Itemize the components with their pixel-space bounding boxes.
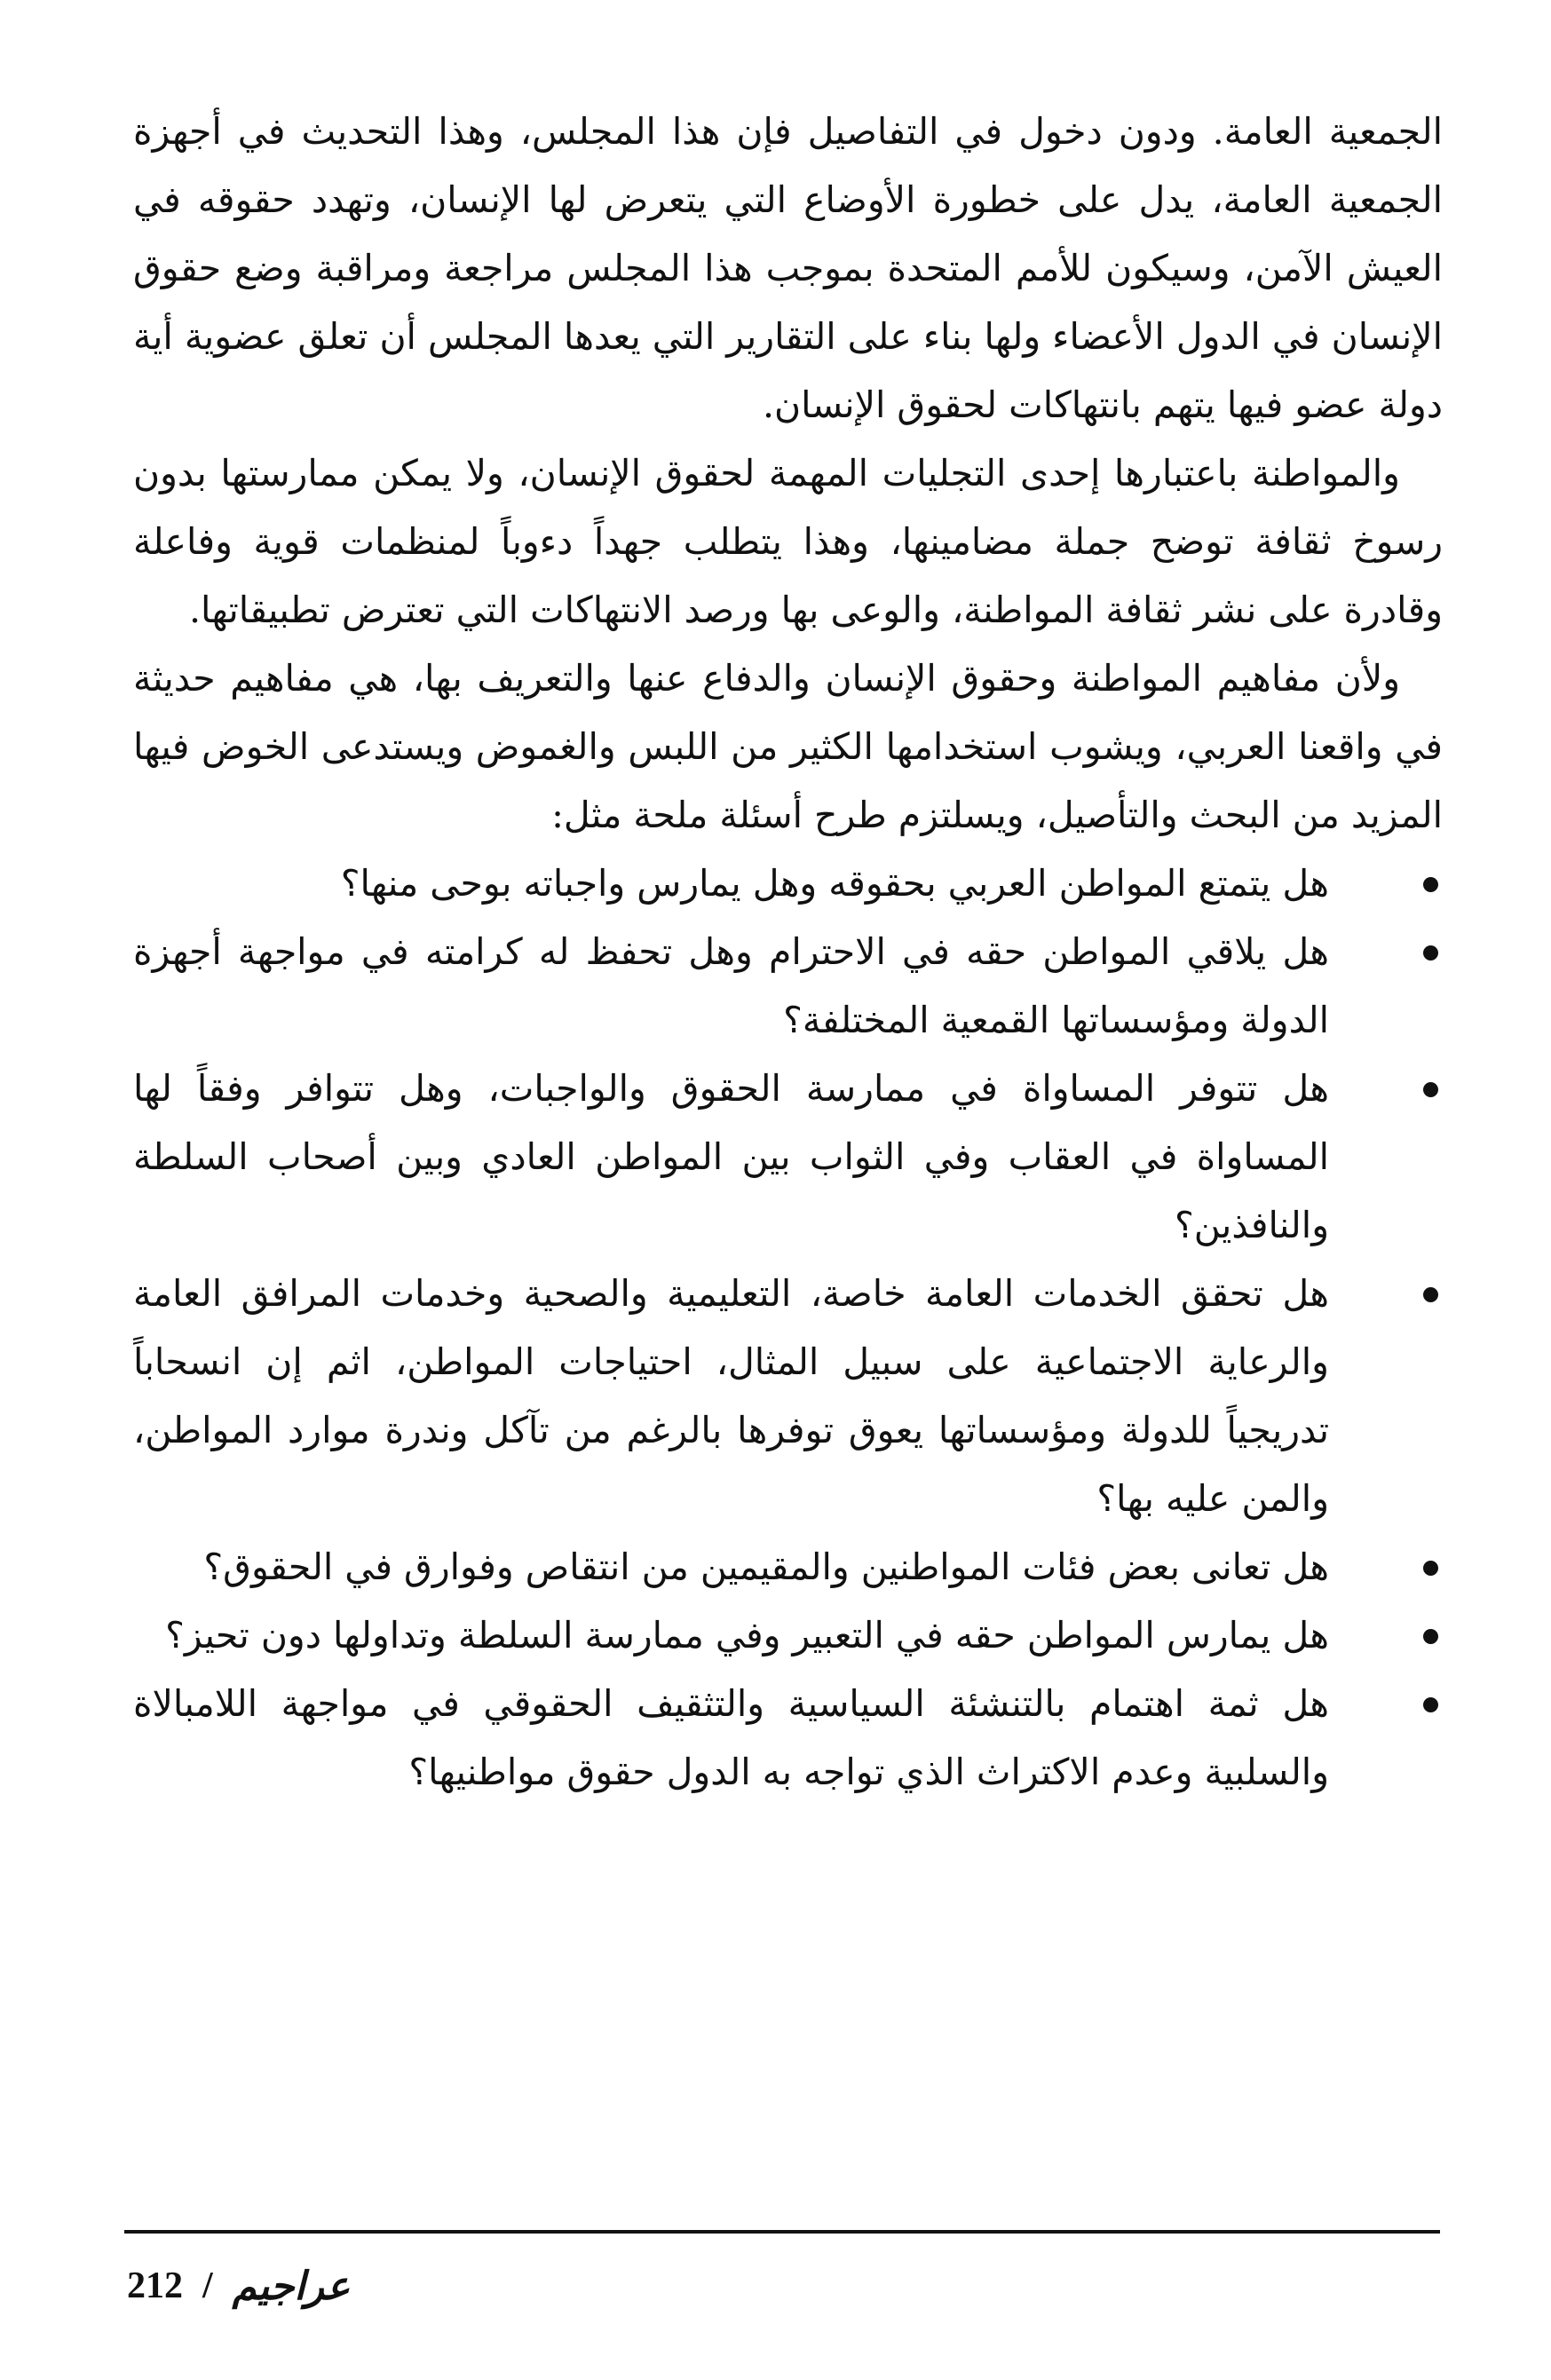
page-footer: [127, 2255, 350, 2317]
question-text: هل تتوفر المساواة في ممارسة الحقوق والواجبات، وهل تتوافر وفقاً لها المساواة في العقاب وفي الثواب بين المواطن العادي وبين أصحاب السلطة والنافذين؟: [133, 1067, 1329, 1246]
bullet-icon: [1423, 1287, 1438, 1302]
list-item: [133, 1260, 1443, 1533]
question-text: هل تحقق الخدمات العامة خاصة، التعليمية والصحية وخدمات المرافق العامة والرعاية الاجتماعية على سبيل المثال، احتياجات المواطن، اثم إن انسحاباً تدريجياً للدولة ومؤسساتها يعوق توفرها بالرغم من تآكل وندرة موارد المواطن، والمن عليه بها؟: [133, 1272, 1329, 1520]
list-item: [133, 1055, 1443, 1260]
bullet-icon: [1423, 1697, 1438, 1712]
bullet-icon: [1423, 1082, 1438, 1097]
paragraph: ولأن مفاهيم المواطنة وحقوق الإنسان والدفاع عنها والتعريف بها، هي مفاهيم حديثة في واقعنا العربي، ويشوب استخدامها الكثير من اللبس والغموض ويستدعى الخوض فيها المزيد من البحث والتأصيل، ويسلتزم طرح أسئلة ملحة مثل:: [133, 657, 1443, 836]
list-item: [133, 1533, 1443, 1601]
list-item: [133, 918, 1443, 1055]
question-text: هل يتمتع المواطن العربي بحقوقه وهل يمارس واجباته بوحى منها؟: [340, 862, 1329, 905]
question-list: [133, 850, 1443, 1807]
page-number: 212: [127, 2265, 183, 2306]
question-text: هل يلاقي المواطن حقه في الاحترام وهل تحفظ له كرامته في مواجهة أجهزة الدولة ومؤسساتها القمعية المختلفة؟: [133, 930, 1329, 1041]
question-text: هل ثمة اهتمام بالتنشئة السياسية والتثقيف الحقوقي في مواجهة اللامبالاة والسلبية وعدم الاكتراث الذي تواجه به الدول حقوق مواطنيها؟: [133, 1682, 1329, 1793]
paragraph: الجمعية العامة. ودون دخول في التفاصيل فإن هذا المجلس، وهذا التحديث في أجهزة الجمعية العامة، يدل على خطورة الأوضاع التي يتعرض لها الإنسان، وتهدد حقوقه في العيش الآمن، وسيكون للأمم المتحدة بموجب هذا المجلس مراجعة ومراقبة وضع حقوق الإنسان في الدول الأعضاء ولها بناء على التقارير التي يعدها المجلس أن تعلق عضوية أية دولة عضو فيها يتهم بانتهاكات لحقوق الإنسان.: [133, 110, 1443, 426]
footer-separator: /: [202, 2265, 213, 2306]
bullet-icon: [1423, 1561, 1438, 1576]
list-item: [133, 850, 1443, 918]
paragraph: والمواطنة باعتبارها إحدى التجليات المهمة لحقوق الإنسان، ولا يمكن ممارستها بدون رسوخ ثقافة توضح جملة مضامينها، وهذا يتطلب جهداً دءوباً لمنظمات قوية وفاعلة وقادرة على نشر ثقافة المواطنة، والوعى بها ورصد الانتهاكات التي تعترض تطبيقاتها.: [133, 452, 1443, 631]
question-text: هل يمارس المواطن حقه في التعبير وفي ممارسة السلطة وتداولها دون تحيز؟: [165, 1614, 1329, 1657]
question-text: هل تعانى بعض فئات المواطنين والمقيمين من انتقاص وفوارق في الحقوق؟: [203, 1546, 1329, 1588]
list-item: [133, 1670, 1443, 1807]
bullet-icon: [1423, 1629, 1438, 1644]
page-body: [133, 98, 1443, 1807]
footer-rule: [124, 2230, 1440, 2234]
bullet-icon: [1423, 877, 1438, 892]
journal-logo: عراجيم: [232, 2263, 351, 2309]
list-item: [133, 1601, 1443, 1670]
bullet-icon: [1423, 945, 1438, 961]
